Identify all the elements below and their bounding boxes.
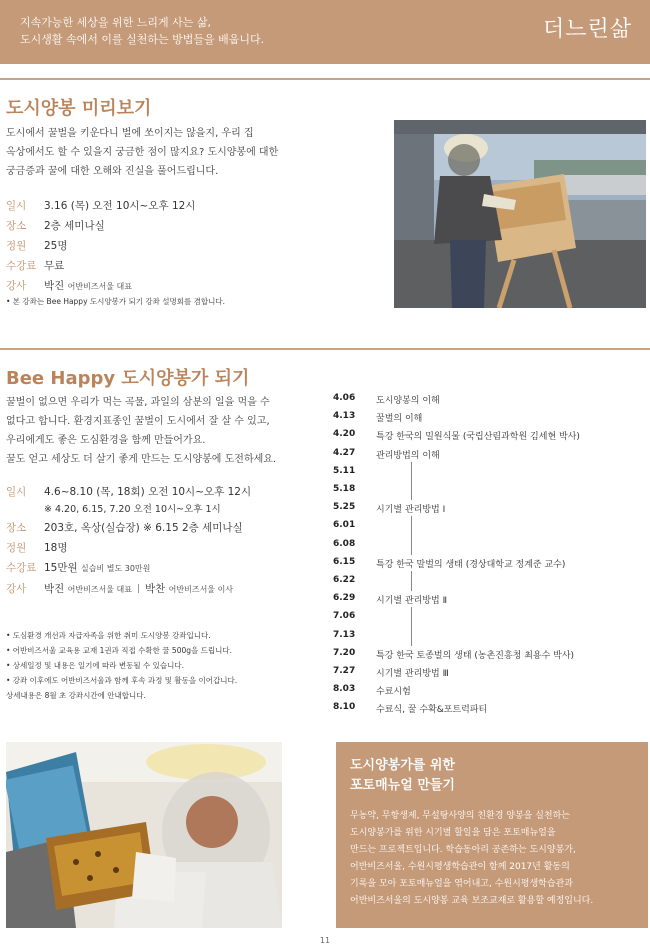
- info-label: 장소: [6, 522, 27, 534]
- course-note-line: • 도심환경 개선과 자급자족을 위한 취미 도시양봉 강좌입니다.: [6, 631, 211, 640]
- course-desc-line: 없다고 합니다. 환경지표종인 꿀벌이 도시에서 잘 살 수 있고,: [6, 416, 270, 427]
- schedule-date: 7.06: [333, 611, 356, 622]
- preview-capacity: 25명: [44, 240, 68, 252]
- schedule-date: 6.08: [333, 538, 356, 549]
- course-desc-line: 꿀벌이 없으면 우리가 먹는 곡물, 과일의 삼분의 일을 먹을 수: [6, 397, 270, 408]
- photo-manual-box: [336, 742, 648, 928]
- course-instructor-1-org: 어반비즈서울 대표: [67, 585, 133, 594]
- schedule-item: 특강 한국의 밀원식물 (국립산림과학원 김세현 박사): [376, 432, 580, 443]
- preview-date: 3.16 (목) 오전 10시~오후 12시: [44, 200, 196, 212]
- course-instructor-1: 박진: [44, 583, 65, 595]
- rooftop-beekeeper-photo: [394, 120, 646, 308]
- manual-title-line: 포토매뉴얼 만들기: [350, 778, 455, 793]
- schedule-date: 6.15: [333, 556, 356, 567]
- schedule-date: 6.22: [333, 575, 356, 585]
- brand-logo-text: 더느린삶: [542, 17, 632, 42]
- course-place: 203호, 옥상(실습장) ※ 6.15 2층 세미나실: [44, 522, 243, 534]
- course-instructor-2-org: 어반비즈서울 이사: [168, 585, 234, 594]
- preview-place: 2층 세미나실: [44, 220, 105, 232]
- separator: [138, 584, 139, 593]
- info-label: 일시: [6, 486, 27, 498]
- course-fee: 15만원: [44, 562, 78, 574]
- course-date: 4.6~8.10 (목, 18회) 오전 10시~오후 12시: [44, 486, 252, 498]
- info-label: 정원: [6, 240, 27, 252]
- schedule-connector: [411, 462, 412, 501]
- info-label: 강사: [6, 583, 27, 595]
- schedule-item: 도시양봉의 이해: [376, 396, 440, 406]
- preview-title: 도시양봉 미리보기: [6, 98, 152, 119]
- preview-note-line: • 본 강좌는 Bee Happy 도시양봉가 되기 강좌 설명회를 겸합니다.: [6, 297, 225, 306]
- course-note-line: 상세내용은 8월 초 강좌시간에 안내합니다.: [6, 691, 146, 700]
- manual-body-line: 어반비즈서울의 도시양봉 교육 보조교재로 활용할 예정입니다.: [350, 896, 594, 906]
- banner-intro: [20, 14, 264, 48]
- preview-desc-line: 도시에서 꿀벌을 키운다니 벌에 쏘이지는 않을지, 우리 집: [6, 128, 254, 139]
- schedule-date: 8.03: [333, 684, 356, 695]
- schedule-connector: [411, 516, 412, 555]
- schedule-date: 5.18: [333, 484, 356, 494]
- section-divider: [0, 78, 650, 80]
- schedule-date: 5.11: [333, 465, 356, 476]
- course-date-extra: ※ 4.20, 6.15, 7.20 오전 10시~오후 1시: [44, 504, 221, 515]
- banner-line-2: 도시생활 속에서 이를 실천하는 방법들을 배웁니다.: [20, 33, 265, 46]
- schedule-connector: [411, 607, 412, 646]
- schedule-date: 7.20: [333, 647, 356, 658]
- preview-fee: 무료: [44, 260, 65, 272]
- info-label: 수강료: [6, 562, 37, 574]
- course-note-line: • 상세일정 및 내용은 일기에 따라 변동될 수 있습니다.: [6, 661, 185, 670]
- preview-instructor: 박진: [44, 280, 65, 292]
- schedule-date: 4.13: [333, 411, 356, 422]
- schedule-item: 꿀벌의 이해: [376, 414, 423, 425]
- course-instructor-2: 박찬: [145, 583, 166, 595]
- section-divider: [0, 348, 650, 350]
- schedule-date: 8.10: [333, 702, 356, 713]
- course-note-line: • 어반비즈서울 교육용 교재 1권과 직접 수확한 꿀 500g을 드립니다.: [6, 646, 232, 655]
- course-fee-extra: 실습비 별도 30만원: [81, 564, 151, 573]
- schedule-item: 수료시험: [376, 687, 411, 698]
- preview-desc-line: 옥상에서도 할 수 있을지 궁금한 점이 많지요? 도시양봉에 대한: [6, 147, 279, 158]
- schedule-date: 6.01: [333, 520, 356, 531]
- info-label: 정원: [6, 542, 27, 554]
- preview-note: [6, 294, 225, 309]
- schedule-date: 6.29: [333, 593, 356, 604]
- schedule-item: 수료식, 꿀 수확&포트럭파티: [376, 705, 488, 716]
- course-desc-line: 우리에게도 좋은 도심환경을 함께 만들어가요.: [6, 435, 206, 446]
- preview-instructor-org: 어반비즈서울 대표: [67, 282, 133, 291]
- course-info: [6, 482, 251, 600]
- manual-title: [350, 756, 455, 796]
- schedule-date: 7.27: [333, 666, 356, 676]
- schedule-connector: [411, 571, 412, 591]
- schedule-date: 4.20: [333, 429, 356, 440]
- info-label: 강사: [6, 280, 27, 292]
- manual-title-line: 도시양봉가를 위한: [350, 758, 455, 773]
- info-label: 수강료: [6, 260, 37, 272]
- schedule-date: 7.13: [333, 629, 356, 640]
- schedule-date: 4.06: [333, 393, 356, 403]
- header-banner: [0, 0, 650, 64]
- preview-desc-line: 궁금증과 꿀에 대한 오해와 진실을 풀어드립니다.: [6, 166, 219, 177]
- manual-body: [350, 808, 593, 910]
- beekeepers-frame-photo: [6, 742, 282, 928]
- manual-body-line: 만드는 프로젝트입니다. 학습동아리 공존하는 도시양봉가,: [350, 845, 576, 855]
- banner-line-1: 지속가능한 세상을 위한 느리게 사는 삶,: [20, 16, 211, 29]
- info-label: 장소: [6, 220, 27, 232]
- course-title: Bee Happy 도시양봉가 되기: [6, 368, 250, 389]
- schedule-item: 관리방법의 이해: [376, 450, 440, 461]
- manual-body-line: 어반비즈서울, 수원시평생학습관이 함께 2017년 활동의: [350, 862, 570, 872]
- preview-description: [6, 124, 278, 181]
- course-desc-line: 꿀도 얻고 세상도 더 살기 좋게 만드는 도시양봉에 도전하세요.: [6, 454, 277, 465]
- schedule-date: 5.25: [333, 502, 356, 513]
- course-description: [6, 393, 276, 469]
- manual-body-line: 도시양봉가를 위한 시기별 할일을 담은 포토매뉴얼을: [350, 828, 556, 838]
- schedule-item: 특강 한국 말벌의 생태 (경상대학교 정계준 교수): [376, 559, 566, 570]
- schedule-item: 특강 한국 토종벌의 생태 (농촌진흥청 최용수 박사): [376, 650, 575, 661]
- info-label: 일시: [6, 200, 27, 212]
- schedule-date: 4.27: [333, 447, 356, 458]
- preview-info: [6, 196, 195, 297]
- course-note-line: • 강좌 이후에도 어반비즈서울과 함께 후속 과정 및 활동을 이어갑니다.: [6, 676, 238, 685]
- course-capacity: 18명: [44, 542, 68, 554]
- course-notes: [6, 628, 237, 703]
- manual-body-line: 무농약, 무항생제, 무설탕사양의 친환경 양봉을 실천하는: [350, 811, 570, 821]
- schedule-item: 시기별 관리방법 Ⅲ: [376, 669, 449, 679]
- manual-body-line: 기록을 모아 포토매뉴얼을 엮어내고, 수원시평생학습관과: [350, 879, 573, 889]
- page-number: 11: [319, 936, 331, 945]
- schedule-item: 시기별 관리방법 Ⅱ: [376, 596, 448, 607]
- schedule-item: 시기별 관리방법 Ⅰ: [376, 505, 446, 516]
